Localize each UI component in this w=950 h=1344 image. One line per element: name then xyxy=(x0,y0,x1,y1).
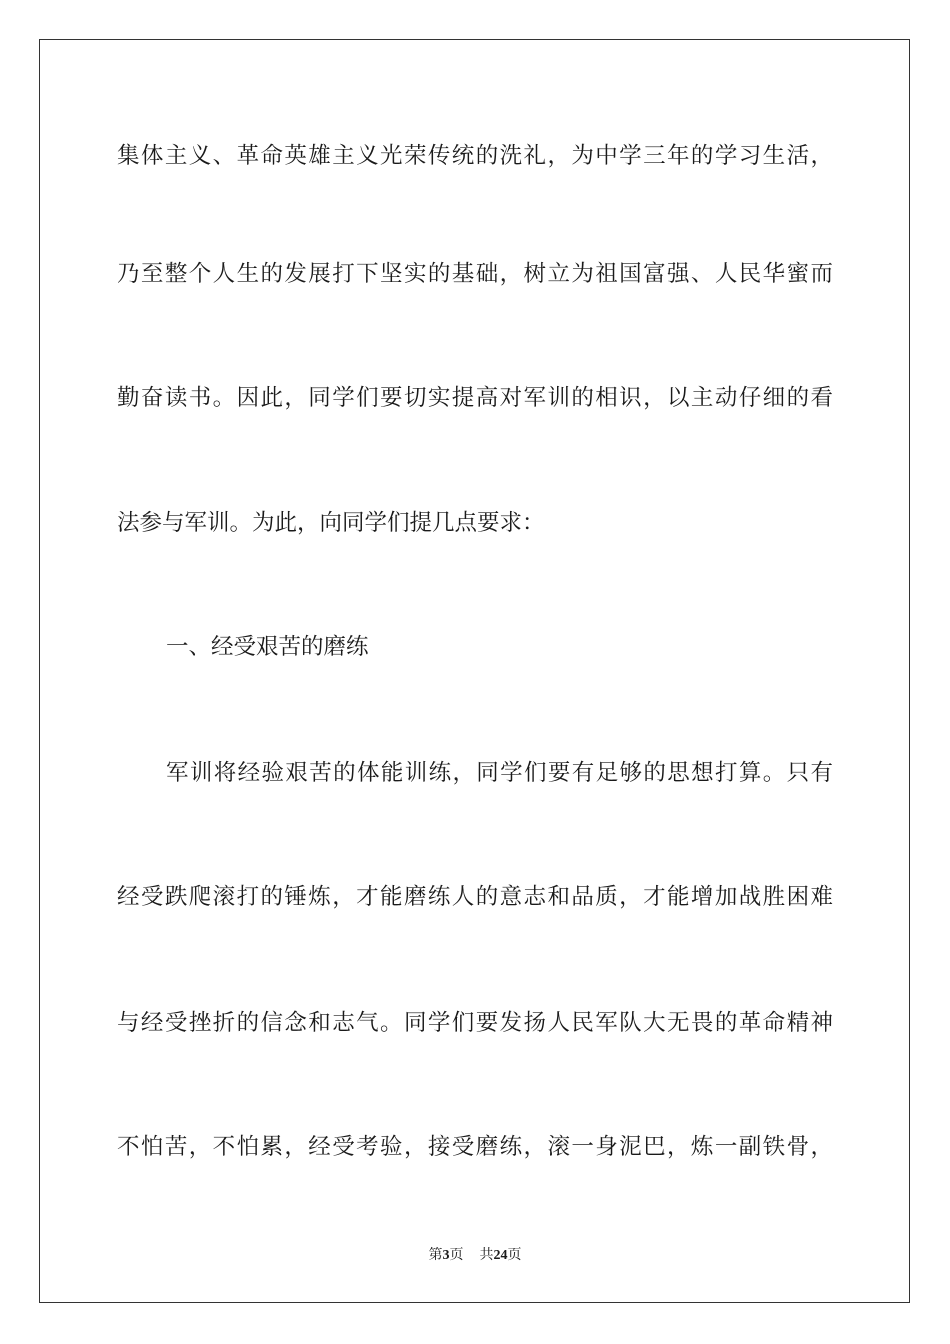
text-line-3: 勤奋读书。因此，同学们要切实提高对军训的相识，以主动仔细的看 xyxy=(117,385,833,411)
page-footer xyxy=(0,1245,950,1266)
text-line-4: 法参与军训。为此，向同学们提几点要求： xyxy=(117,510,545,536)
total-prefix: 共 xyxy=(479,1247,494,1263)
text-line-1: 集体主义、革命英雄主义光荣传统的洗礼，为中学三年的学习生活， xyxy=(117,143,833,169)
text-line-2: 乃至整个人生的发展打下坚实的基础，树立为祖国富强、人民华蜜而 xyxy=(117,261,833,287)
total-suffix: 页 xyxy=(507,1247,522,1263)
text-line-8: 与经受挫折的信念和志气。同学们要发扬人民军队大无畏的革命精神 xyxy=(117,1010,833,1036)
total-pages: 24 xyxy=(493,1248,508,1263)
page-suffix: 页 xyxy=(449,1247,464,1263)
text-line-6: 军训将经验艰苦的体能训练，同学们要有足够的思想打算。只有 xyxy=(166,760,833,786)
page-frame xyxy=(39,39,910,1303)
page-number: 3 xyxy=(442,1248,450,1263)
page-prefix: 第 xyxy=(428,1247,443,1263)
section-heading: 一、经受艰苦的磨练 xyxy=(166,634,369,660)
text-line-9: 不怕苦，不怕累，经受考验，接受磨练，滚一身泥巴，炼一副铁骨， xyxy=(117,1134,833,1160)
text-line-7: 经受跌爬滚打的锤炼，才能磨练人的意志和品质，才能增加战胜困难 xyxy=(117,884,833,910)
